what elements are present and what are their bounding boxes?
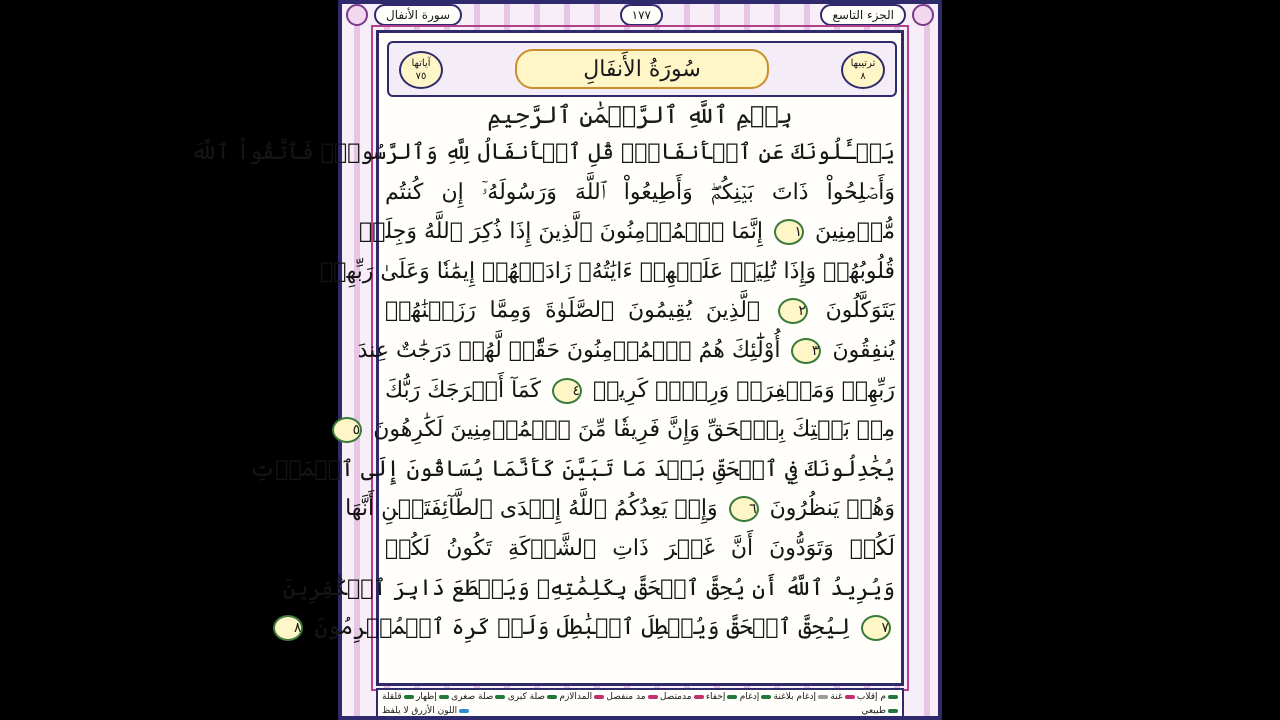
surah-order-value: ٨ xyxy=(860,71,866,82)
mushaf-page xyxy=(190,0,942,720)
surah-order-badge xyxy=(841,51,885,89)
legend-label: إدغام xyxy=(739,692,760,702)
legend-item xyxy=(382,690,414,704)
ayah-number-marker: ٧ xyxy=(861,615,891,641)
verse-text: رَبِّهِمۡ وَمَغۡفِرَةٞ وَرِزۡقٞ كَرِيمٞ xyxy=(593,377,896,403)
verse-text: لِيُحِقَّ ٱلۡحَقَّ وَيُبۡطِلَ ٱلۡبَٰطِلَ وَلَوۡ كَرِهَ ٱلۡمُجۡرِمُونَ xyxy=(314,615,850,641)
ayah-number-marker: ٦ xyxy=(729,496,759,522)
legend-item xyxy=(706,690,738,704)
legend-label: اللون الأزرق لا يلفظ xyxy=(382,706,458,716)
verse-text: مُّؤۡمِنِينَ xyxy=(815,219,895,245)
legend-swatch xyxy=(459,709,469,713)
legend-swatch xyxy=(495,695,505,699)
legend-label: مد منفصل xyxy=(606,692,646,702)
surah-title: سُورَةُ الأَنفَالِ xyxy=(515,49,769,89)
legend-swatch xyxy=(547,695,557,699)
legend-label: طبيعي xyxy=(861,706,886,716)
legend-label: غنة xyxy=(830,692,843,702)
legend-item xyxy=(740,690,772,704)
verse-text: إِنَّمَا ٱلۡمُؤۡمِنُونَ ٱلَّذِينَ إِذَا ذُكِرَ ٱللَّهُ وَجِلَتۡ xyxy=(359,219,763,245)
legend-item xyxy=(857,690,898,704)
legend-item xyxy=(416,690,449,704)
surah-header xyxy=(387,41,897,97)
legend-label: المدالازم xyxy=(559,692,593,702)
verse-text: يُجَٰدِلُونَكَ فِي ٱلۡحَقِّ بَعۡدَ مَا تَبَيَّنَ كَأَنَّمَا يُسَاقُونَ إِلَى ٱلۡمَوۡتِ xyxy=(249,456,895,482)
verse-text: قُلُوبُهُمۡ وَإِذَا تُلِيَتۡ عَلَيۡهِمۡ ءَايَٰتُهُۥ زَادَتۡهُمۡ إِيمَٰنٗا وَعَلَىٰ رَبِّهِمۡ xyxy=(320,258,895,284)
legend-label: م إقلاب xyxy=(856,692,886,702)
verse-line xyxy=(282,569,895,609)
legend-swatch xyxy=(888,709,898,713)
verse-line xyxy=(345,489,895,529)
surah-name-label: سورة الأنفال xyxy=(374,4,462,26)
corner-rosette-icon xyxy=(346,4,368,26)
legend-label: صلة كبرى xyxy=(507,692,546,702)
legend-swatch xyxy=(694,695,704,699)
ayah-number-marker: ٢ xyxy=(778,298,808,324)
tajweed-legend xyxy=(376,688,904,718)
verse-lines xyxy=(190,133,896,648)
legend-swatch xyxy=(404,695,414,699)
legend-swatch xyxy=(888,695,898,699)
legend-label: قلقلة xyxy=(382,692,402,702)
verse-text: مِنۢ بَيۡتِكَ بِٱلۡحَقِّ وَإِنَّ فَرِيقٗا مِّنَ ٱلۡمُؤۡمِنِينَ لَكَٰرِهُونَ xyxy=(373,417,895,443)
legend-swatch xyxy=(439,695,449,699)
legend-swatch xyxy=(727,695,737,699)
verse-line xyxy=(385,371,895,411)
juz-label: الجزء التاسع xyxy=(820,4,906,26)
legend-item xyxy=(508,690,557,704)
legend-label: مدمتصل xyxy=(659,692,692,702)
ayah-number-marker: ٥ xyxy=(332,417,362,443)
legend-swatch xyxy=(648,695,658,699)
verse-line xyxy=(293,608,895,648)
ayah-number-marker: ٤ xyxy=(552,378,582,404)
legend-item xyxy=(382,704,469,718)
verse-line xyxy=(357,331,895,371)
corner-rosette-icon xyxy=(912,4,934,26)
ayat-count-badge xyxy=(399,51,443,89)
legend-item xyxy=(660,690,704,704)
verse-line xyxy=(385,291,895,331)
verse-text: لَكُمۡ وَتَوَدُّونَ أَنَّ غَيۡرَ ذَاتِ ٱلشَّوۡكَةِ تَكُونُ لَكُمۡ xyxy=(385,535,895,561)
text-frame xyxy=(190,30,904,686)
legend-item xyxy=(451,690,505,704)
verse-text: يَتَوَكَّلُونَ xyxy=(825,298,895,324)
verse-line xyxy=(385,173,895,213)
ayat-count-label: آياتها xyxy=(411,58,431,69)
legend-swatch xyxy=(818,695,828,699)
verse-line xyxy=(352,410,895,450)
ayat-count-value: ٧٥ xyxy=(415,71,427,82)
legend-item xyxy=(559,690,604,704)
ayah-number-marker: ١ xyxy=(774,219,804,245)
verse-line xyxy=(190,133,895,173)
legend-item xyxy=(606,690,657,704)
page-number: ١٧٧ xyxy=(620,4,663,26)
legend-item xyxy=(830,690,854,704)
verse-text: ٱلَّذِينَ يُقِيمُونَ ٱلصَّلَوٰةَ وَمِمَّا رَزَقۡنَٰهُمۡ xyxy=(385,298,761,324)
page-top-strip xyxy=(338,0,942,30)
legend-swatch xyxy=(594,695,604,699)
verse-line xyxy=(249,450,895,490)
legend-item xyxy=(862,704,898,718)
verse-text: يُنفِقُونَ xyxy=(832,337,895,363)
legend-label: إخفاء xyxy=(705,692,726,702)
verse-text: أُوْلَٰٓئِكَ هُمُ ٱلۡمُؤۡمِنُونَ حَقّٗاۚ لَّهُمۡ دَرَجَٰتٌ عِندَ xyxy=(357,337,781,363)
ayah-number-marker: ٣ xyxy=(791,338,821,364)
verse-text: وَإِذۡ يَعِدُكُمُ ٱللَّهُ إِحۡدَى ٱلطَّآئِفَتَيۡنِ أَنَّهَا xyxy=(345,496,718,522)
legend-swatch xyxy=(761,695,771,699)
verse-text: كَمَآ أَخۡرَجَكَ رَبُّكَ xyxy=(385,377,541,403)
verse-text: وَهُمۡ يَنظُرُونَ xyxy=(769,496,895,522)
legend-label: صلة صغرى xyxy=(451,692,494,702)
verse-text: وَأَصۡلِحُواْ ذَاتَ بَيۡنِكُمۡۖ وَأَطِيعُواْ ٱللَّهَ وَرَسُولَهُۥٓ إِن كُنتُم xyxy=(385,179,895,205)
legend-label: إدغام بلاغنة xyxy=(773,692,817,702)
legend-swatch xyxy=(845,695,855,699)
verse-line xyxy=(385,529,895,569)
legend-item xyxy=(774,690,829,704)
basmala: بِسۡمِ ٱللَّهِ ٱلرَّحۡمَٰنِ ٱلرَّحِيمِ xyxy=(487,101,793,129)
verse-text: يَسۡـَٔلُونَكَ عَنِ ٱلۡأَنفَالِۖ قُلِ ٱلۡأَنفَالُ لِلَّهِ وَٱلرَّسُولِۖ فَٱتَّقُواْ ٱللَّهَ xyxy=(190,140,895,165)
verse-line xyxy=(320,252,895,292)
surah-order-label: ترتيبها xyxy=(850,58,876,69)
verse-text: وَيُرِيدُ ٱللَّهُ أَن يُحِقَّ ٱلۡحَقَّ بِكَلِمَٰتِهِۦ وَيَقۡطَعَ دَابِرَ ٱلۡكَٰفِرِينَ xyxy=(282,575,895,601)
ayah-number-marker: ٨ xyxy=(273,615,303,641)
legend-label: إظهار xyxy=(415,692,437,702)
verse-line xyxy=(359,212,895,252)
